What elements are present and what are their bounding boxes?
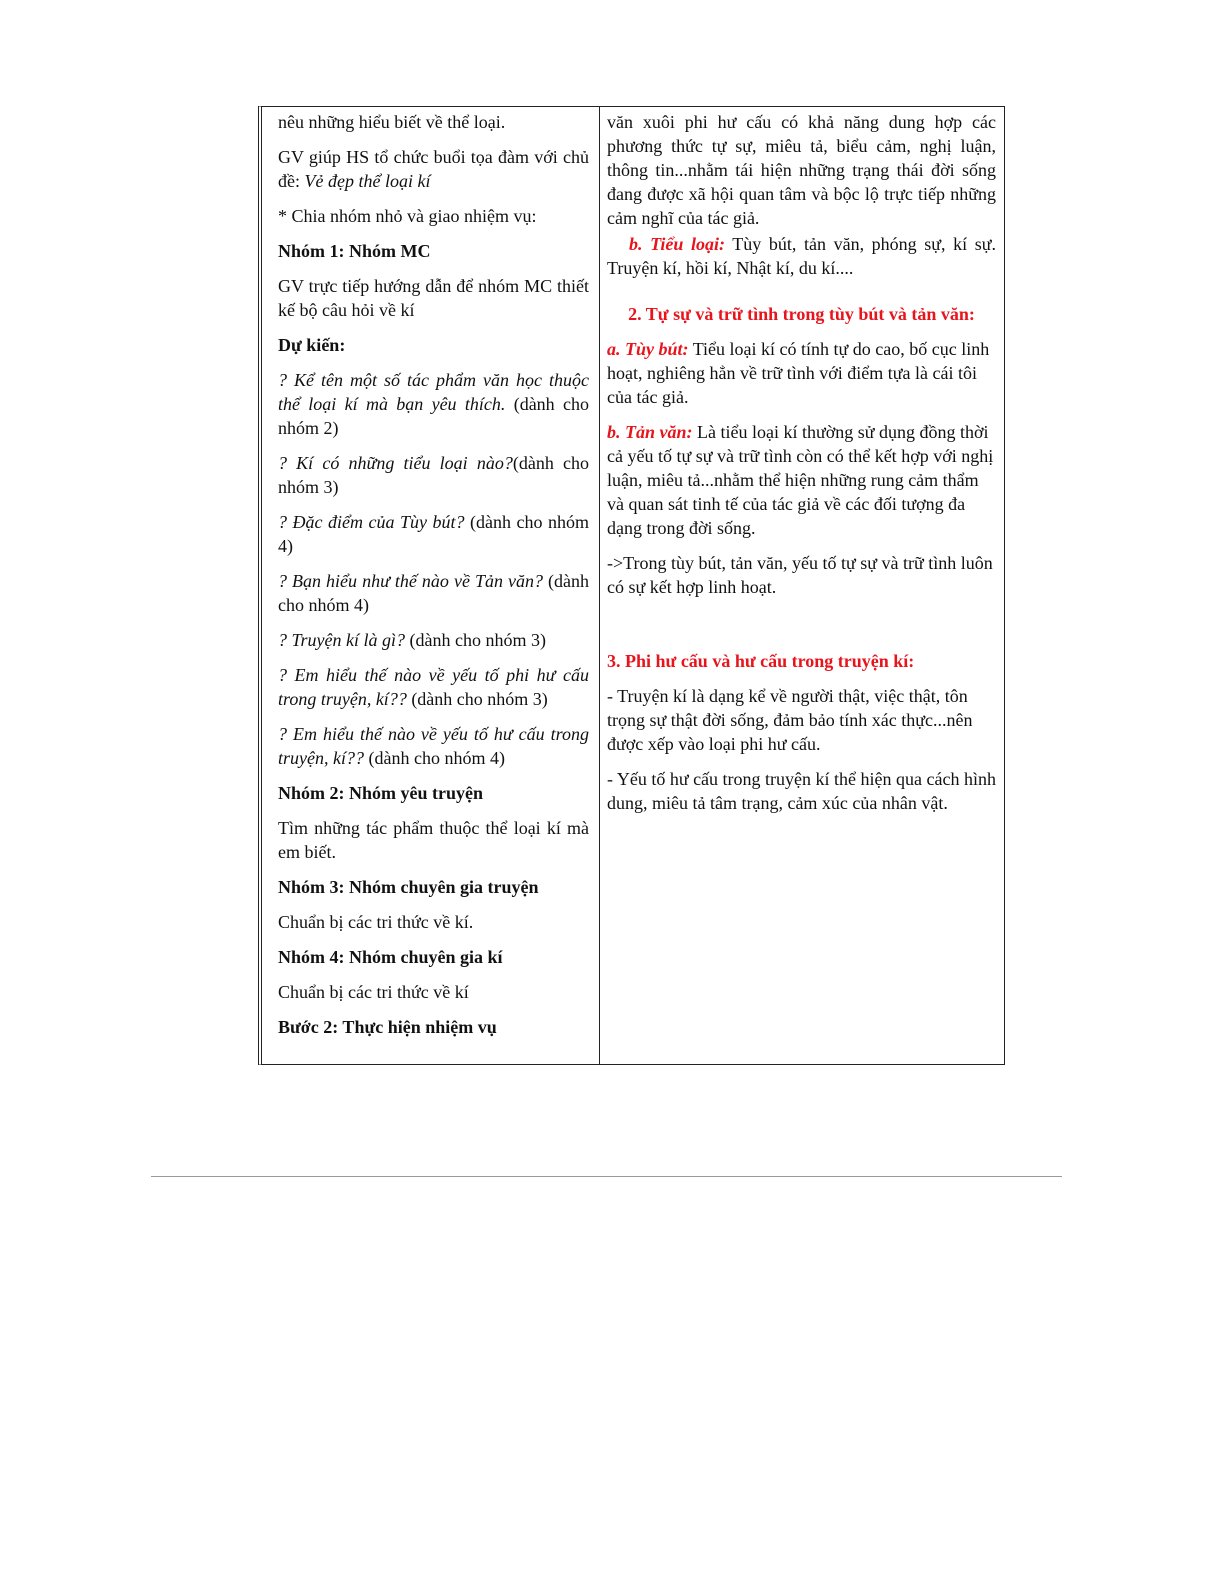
right-p1: văn xuôi phi hư cấu có khả năng dung hợp các phương thức tự sự, miêu tả, biểu cảm, nghị luận, thông tin...nhằm tái hiện những trạng thái đời sống đang được xã hội quan tâm và bộc lộ trực tiếp những cảm nghĩ của tác giả. <box>607 112 996 228</box>
question-4: ? Bạn hiểu như thế nào về Tản văn? (dành cho nhóm 4) <box>278 571 589 615</box>
content-column <box>600 107 1004 1064</box>
question-1: ? Kể tên một số tác phẩm văn học thuộc thể loại kí mà bạn yêu thích. (dành cho nhóm 2) <box>278 370 589 438</box>
left-p2: GV giúp HS tổ chức buổi tọa đàm với chủ đề: Vẻ đẹp thể loại kí <box>278 147 589 191</box>
section2-heading: 2. Tự sự và trữ tình trong tùy bút và tản văn: <box>628 304 975 324</box>
question-7: ? Em hiểu thế nào về yếu tố hư cấu trong truyện, kí?? (dành cho nhóm 4) <box>278 724 589 768</box>
group1-heading: Nhóm 1: Nhóm MC <box>278 241 431 261</box>
section3-heading: 3. Phi hư cấu và hư cấu trong truyện kí: <box>607 651 915 671</box>
conclusion-arrow: ->Trong tùy bút, tản văn, yếu tố tự sự và trữ tình luôn có sự kết hợp linh hoạt. <box>607 553 993 597</box>
activity-column <box>262 107 600 1064</box>
group3-text: Chuẩn bị các tri thức về kí. <box>278 912 474 932</box>
question-6: ? Em hiểu thế nào về yếu tố phi hư cấu trong truyện, kí?? (dành cho nhóm 3) <box>278 665 589 709</box>
left-p1: nêu những hiểu biết về thể loại. <box>278 112 506 132</box>
lesson-table <box>258 106 1005 1065</box>
group4-heading: Nhóm 4: Nhóm chuyên gia kí <box>278 947 503 967</box>
nonfiction-point: - Truyện kí là dạng kể về người thật, việc thật, tôn trọng sự thật đời sống, đảm bảo tính xác thực...nên được xếp vào loại phi hư cấu. <box>607 686 973 754</box>
fiction-point: - Yếu tố hư cấu trong truyện kí thể hiện qua cách hình dung, miêu tả tâm trạng, cảm xúc của nhân vật. <box>607 769 996 813</box>
group4-text: Chuẩn bị các tri thức về kí <box>278 982 469 1002</box>
subtypes: b. Tiểu loại: Tùy bút, tản văn, phóng sự, kí sự. Truyện kí, hồi kí, Nhật kí, du kí.... <box>607 234 996 278</box>
left-p5: GV trực tiếp hướng dẫn để nhóm MC thiết kế bộ câu hỏi về kí <box>278 276 589 320</box>
tuy-but-def: a. Tùy bút: Tiểu loại kí có tính tự do cao, bố cục linh hoạt, nghiêng hẳn về trữ tình với điểm tựa là cái tôi của tác giả. <box>607 339 990 407</box>
question-3: ? Đặc điểm của Tùy bút? (dành cho nhóm 4) <box>278 512 589 556</box>
group2-heading: Nhóm 2: Nhóm yêu truyện <box>278 783 483 803</box>
page-divider <box>151 1176 1062 1177</box>
group2-text: Tìm những tác phẩm thuộc thể loại kí mà em biết. <box>278 818 589 862</box>
expected-heading: Dự kiến: <box>278 335 346 355</box>
tan-van-def: b. Tản văn: Là tiểu loại kí thường sử dụng đồng thời cả yếu tố tự sự và trữ tình còn có thể kết hợp với nghị luận, miêu tả...nhằm thể hiện những rung cảm thẩm và quan sát tinh tế của tác giả về các đối tượng đa dạng trong đời sống. <box>607 422 994 538</box>
question-5: ? Truyện kí là gì? (dành cho nhóm 3) <box>278 630 546 650</box>
question-2: ? Kí có những tiểu loại nào?(dành cho nhóm 3) <box>278 453 589 497</box>
group3-heading: Nhóm 3: Nhóm chuyên gia truyện <box>278 877 539 897</box>
step2-heading: Bước 2: Thực hiện nhiệm vụ <box>278 1017 497 1037</box>
left-p3: * Chia nhóm nhỏ và giao nhiệm vụ: <box>278 206 537 226</box>
